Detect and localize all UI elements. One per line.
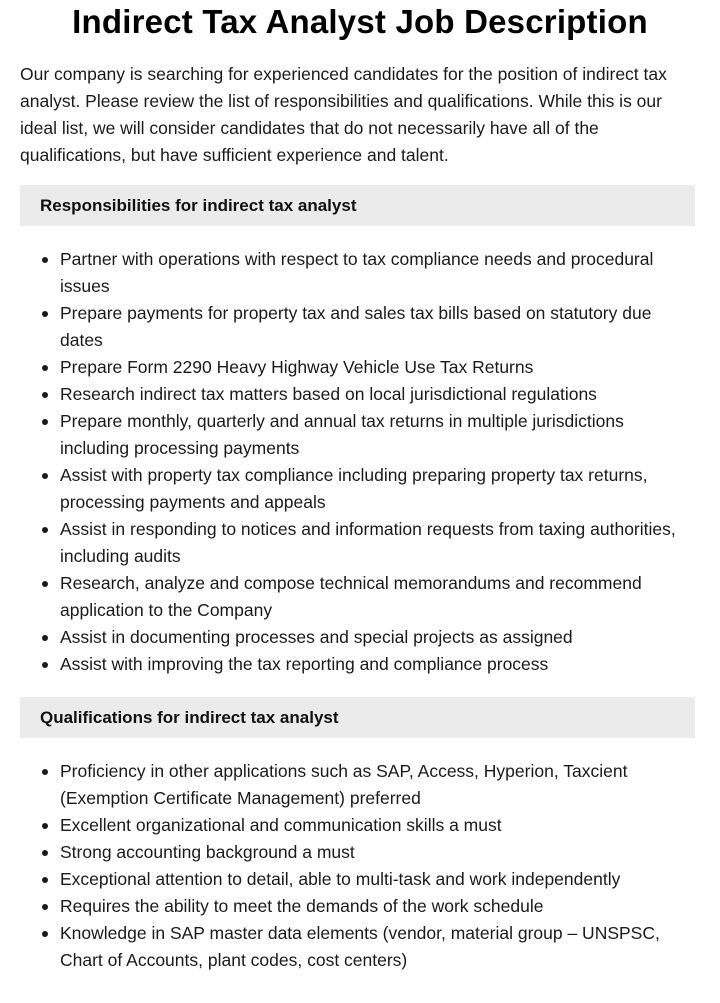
intro-paragraph: Our company is searching for experienced candidates for the position of indirect tax analyst. Please review the list of responsibilities and qualifications. While this is our ideal list, we will consider candidates that do not necessarily have all of the qualifications, but have sufficient experience and talent. [20, 64, 667, 165]
list-item-text: Assist with property tax compliance including preparing property tax returns, processing payments and appeals [60, 465, 648, 512]
list-item-text: Knowledge in SAP master data elements (vendor, material group – UNSPSC, Chart of Accounts, plant codes, cost centers) [60, 923, 660, 970]
list-item [20, 812, 700, 839]
list-item [20, 866, 700, 893]
list-item-text: Assist with improving the tax reporting and compliance process [60, 654, 549, 674]
list-item-text: Excellent organizational and communication skills a must [60, 815, 502, 835]
list-item-text: Prepare monthly, quarterly and annual tax returns in multiple jurisdictions including processing payments [60, 411, 624, 458]
bullet-icon [42, 904, 48, 910]
qualifications-heading: Qualifications for indirect tax analyst [20, 697, 695, 738]
list-item [20, 570, 700, 624]
bullet-icon [42, 635, 48, 641]
list-item [20, 893, 700, 920]
list-item [20, 839, 700, 866]
bullet-icon [42, 392, 48, 398]
list-item-text: Assist in documenting processes and special projects as assigned [60, 627, 573, 647]
list-item [20, 758, 700, 812]
list-item-text: Research indirect tax matters based on local jurisdictional regulations [60, 384, 597, 404]
list-item-text: Prepare Form 2290 Heavy Highway Vehicle Use Tax Returns [60, 357, 534, 377]
list-item [20, 462, 700, 516]
list-item [20, 920, 700, 974]
list-item [20, 381, 700, 408]
bullet-icon [42, 365, 48, 371]
bullet-icon [42, 823, 48, 829]
list-item [20, 516, 700, 570]
list-item-text: Exceptional attention to detail, able to multi-task and work independently [60, 869, 621, 889]
list-item [20, 246, 700, 300]
list-item-text: Partner with operations with respect to tax compliance needs and procedural issues [60, 249, 654, 296]
list-item-text: Prepare payments for property tax and sales tax bills based on statutory due dates [60, 303, 652, 350]
list-item [20, 408, 700, 462]
bullet-icon [42, 850, 48, 856]
list-item-text: Proficiency in other applications such as SAP, Access, Hyperion, Taxcient (Exemption Certificate Management) preferred [60, 761, 628, 808]
bullet-icon [42, 931, 48, 937]
bullet-icon [42, 662, 48, 668]
bullet-icon [42, 257, 48, 263]
list-item [20, 300, 700, 354]
responsibilities-heading: Responsibilities for indirect tax analyst [20, 185, 695, 226]
list-item-text: Research, analyze and compose technical memorandums and recommend application to the Company [60, 573, 642, 620]
page-title: Indirect Tax Analyst Job Description [72, 3, 648, 40]
bullet-icon [42, 419, 48, 425]
list-item [20, 624, 700, 651]
list-item [20, 651, 700, 678]
bullet-icon [42, 311, 48, 317]
bullet-icon [42, 473, 48, 479]
bullet-icon [42, 581, 48, 587]
bullet-icon [42, 877, 48, 883]
bullet-icon [42, 769, 48, 775]
list-item-text: Assist in responding to notices and information requests from taxing authorities, including audits [60, 519, 676, 566]
list-item-text: Requires the ability to meet the demands of the work schedule [60, 896, 544, 916]
list-item-text: Strong accounting background a must [60, 842, 355, 862]
qualifications-list [20, 758, 700, 974]
bullet-icon [42, 527, 48, 533]
list-item [20, 354, 700, 381]
responsibilities-list [20, 246, 700, 678]
